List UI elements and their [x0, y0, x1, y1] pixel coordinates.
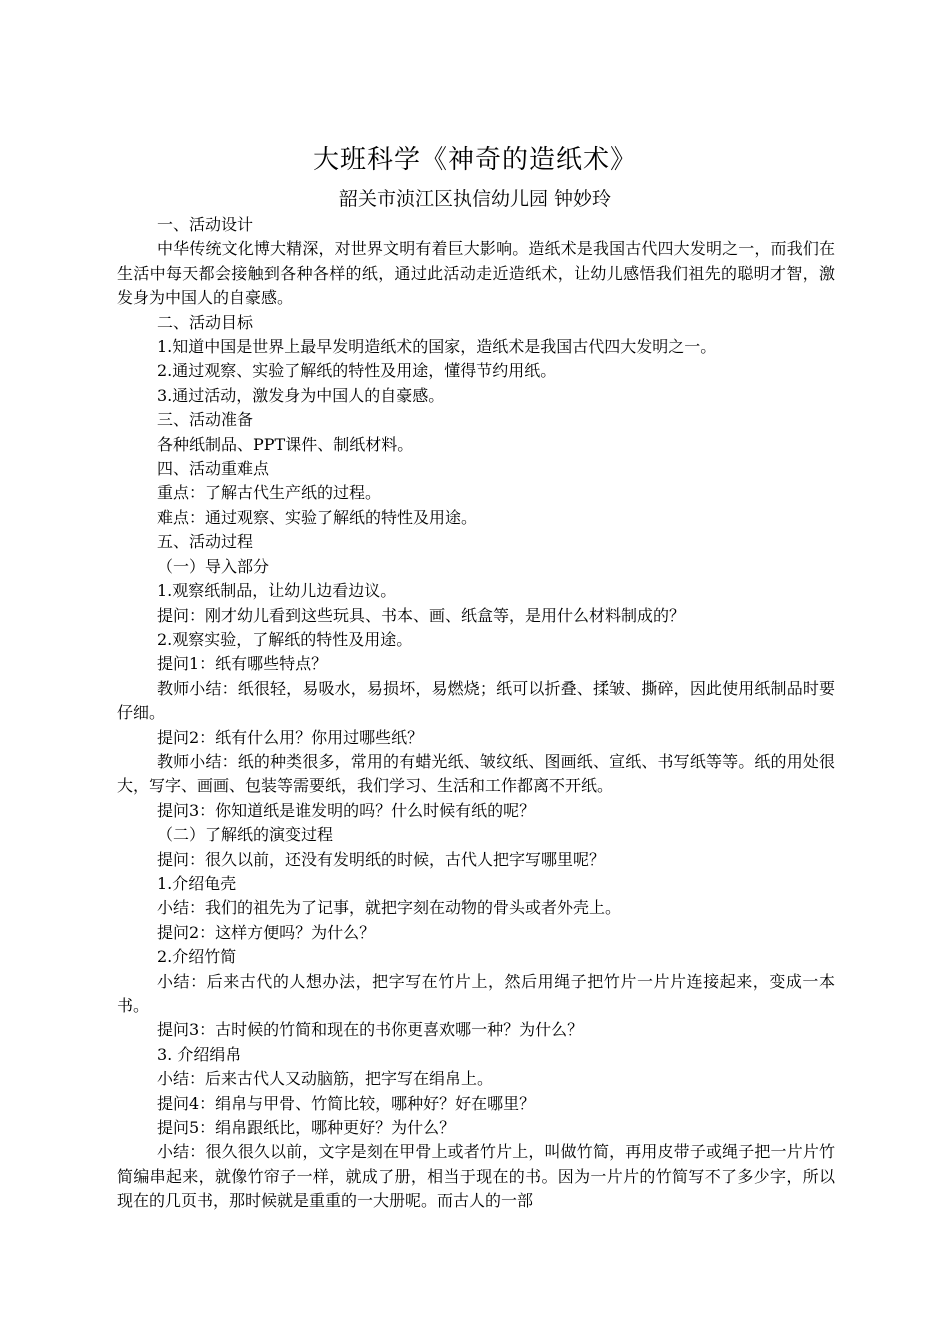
paragraph: 各种纸制品、PPT课件、制纸材料。: [157, 434, 414, 454]
paragraph: 1.介绍龟壳: [157, 873, 237, 893]
subsection-heading: （二）了解纸的演变过程: [157, 825, 334, 845]
paragraph: 提问3：古时候的竹简和现在的书你更喜欢哪一种？为什么？: [157, 1020, 584, 1040]
paragraph: 2.通过观察、实验了解纸的特性及用途，懂得节约用纸。: [157, 361, 557, 381]
paragraph: 提问2：纸有什么用？你用过哪些纸？: [157, 727, 424, 747]
paragraph: 重点：了解古代生产纸的过程。: [157, 483, 382, 503]
paragraph: 难点：通过观察、实验了解纸的特性及用途。: [157, 507, 478, 527]
section-heading: 三、活动准备: [157, 410, 254, 430]
paragraph: 提问2：这样方便吗？为什么？: [157, 922, 376, 942]
paragraph: 3. 介绍绢帛: [157, 1044, 242, 1064]
section-heading: 二、活动目标: [157, 312, 254, 332]
paragraph: 提问：很久以前，还没有发明纸的时候，古代人把字写哪里呢？: [157, 849, 606, 869]
paragraph: 2.介绍竹简: [157, 947, 237, 967]
author-line: 韶关市浈江区执信幼儿园 钟妙玲: [338, 188, 612, 210]
paragraph: 3.通过活动，激发身为中国人的自豪感。: [157, 385, 445, 405]
paragraph: 中华传统文化博大精深，对世界文明有着巨大影响。造纸术是我国古代四大发明之一，而我们在生活中每天都会接触到各种各样的纸，通过此活动走近造纸术，让幼儿感悟我们祖先的聪明才智，激发身为中国人的自豪感。: [117, 239, 835, 308]
paragraph: 小结：后来古代人又动脑筋，把字写在绢帛上。: [157, 1069, 494, 1089]
paragraph: 小结：后来古代的人想办法，把字写在竹片上，然后用绳子把竹片一片片连接起来，变成一本书。: [117, 971, 835, 1015]
paragraph: 1.观察纸制品，让幼儿边看边议。: [157, 581, 397, 601]
section-heading: 四、活动重难点: [157, 459, 270, 479]
paragraph: 提问4：绢帛与甲骨、竹简比较，哪种好？好在哪里？: [157, 1093, 536, 1113]
paragraph: 教师小结：纸的种类很多，常用的有蜡光纸、皱纹纸、图画纸、宣纸、书写纸等等。纸的用处很大，写字、画画、包装等需要纸，我们学习、生活和工作都离不开纸。: [117, 751, 835, 796]
paragraph: 提问1：纸有哪些特点？: [157, 654, 328, 674]
section-heading: 五、活动过程: [157, 532, 254, 552]
subsection-heading: （一）导入部分: [157, 556, 270, 576]
paragraph: 提问5：绢帛跟纸比，哪种更好？为什么？: [157, 1118, 456, 1138]
paragraph: 2.观察实验，了解纸的特性及用途。: [157, 629, 413, 649]
paragraph: 教师小结：纸很轻，易吸水，易损坏，易燃烧；纸可以折叠、揉皱、撕碎，因此使用纸制品时要仔细。: [117, 678, 835, 723]
paragraph: 1.知道中国是世界上最早发明造纸术的国家，造纸术是我国古代四大发明之一。: [157, 337, 717, 357]
document-body: [117, 213, 835, 1214]
paragraph: 提问3：你知道纸是谁发明的吗？什么时候有纸的呢？: [157, 800, 536, 820]
document-title: 大班科学《神奇的造纸术》: [312, 145, 637, 175]
paragraph: 小结：我们的祖先为了记事，就把字刻在动物的骨头或者外壳上。: [157, 898, 622, 918]
paragraph: 提问：刚才幼儿看到这些玩具、书本、画、纸盒等，是用什么材料制成的？: [157, 605, 686, 625]
paragraph: 小结：很久很久以前，文字是刻在甲骨上或者竹片上，叫做竹简，再用皮带子或绳子把一片片竹简编串起来，就像竹帘子一样，就成了册，相当于现在的书。因为一片片的竹简写不了多少字，所以现在的几页书，那时候就是重重的一大册呢。而古人的一部: [117, 1142, 835, 1211]
section-heading: 一、活动设计: [157, 215, 254, 234]
